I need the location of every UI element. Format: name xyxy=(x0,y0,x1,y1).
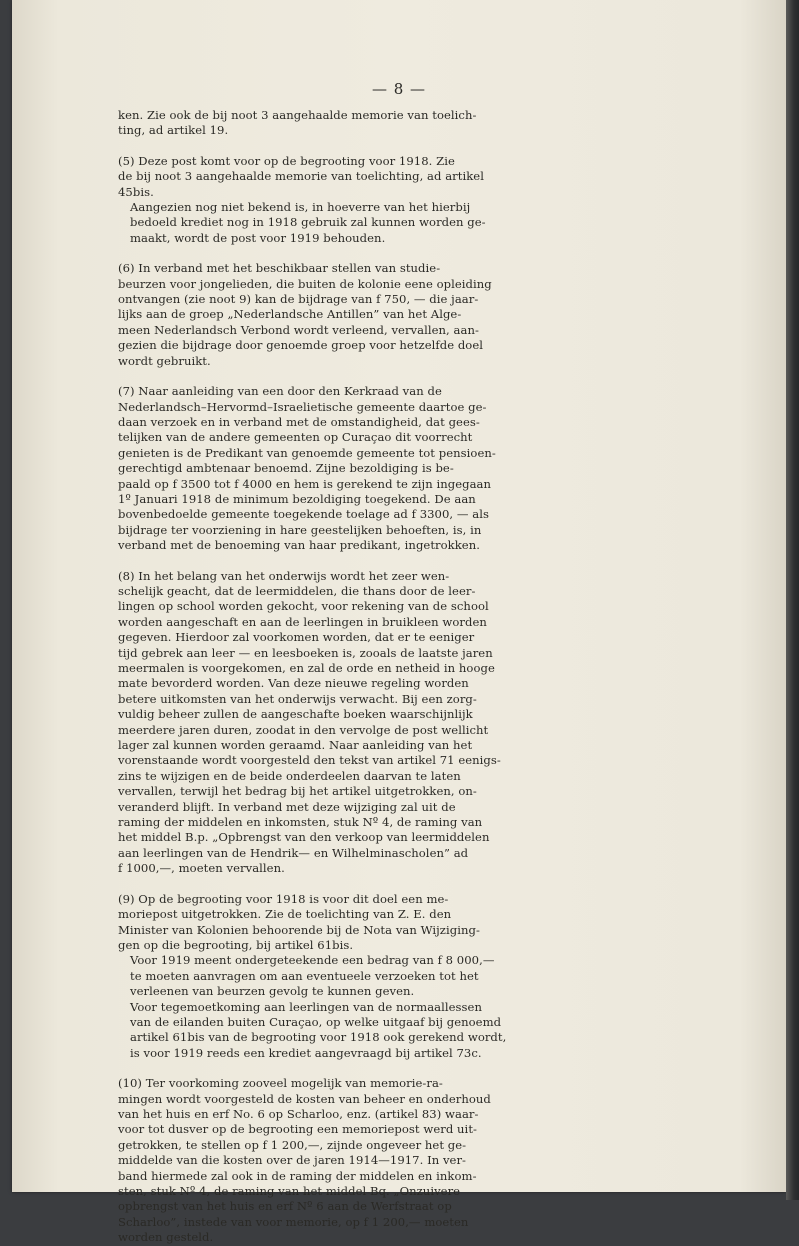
paragraph-p0 xyxy=(118,108,477,139)
text-line: gen op die begrooting, bij artikel 61bis. xyxy=(118,937,354,952)
text-line: raming der middelen en inkomsten, stuk Nº 4, de raming van xyxy=(118,815,483,830)
text-line: ontvangen (zie noot 9) kan de bijdrage van f 750, — die jaar- xyxy=(118,292,479,307)
text-line: paald op f 3500 tot f 4000 en hem is gerekend te zijn ingegaan xyxy=(118,476,492,491)
text-line: betere uitkomsten van het onderwijs verwacht. Bij een zorg- xyxy=(118,691,477,706)
text-line: beurzen voor jongelieden, die buiten de kolonie eene opleiding xyxy=(118,276,492,291)
text-line: moriepost uitgetrokken. Zie de toelichting van Z. E. den xyxy=(118,907,452,922)
document-page xyxy=(12,0,786,1245)
text-line: mingen wordt voorgesteld de kosten van beheer en onderhoud xyxy=(118,1091,491,1106)
text-line: bedoeld krediet nog in 1918 gebruik zal kunnen worden ge- xyxy=(130,215,486,230)
page-edge-shadow xyxy=(786,0,799,1200)
text-line: sten, stuk Nº 4, de raming van het middel Bq. „Onzuivere xyxy=(118,1184,461,1198)
text-line: (9) Op de begrooting voor 1918 is voor dit doel een me- xyxy=(118,891,449,906)
text-line: van het huis en erf No. 6 op Scharloo, enz. (artikel 83) waar- xyxy=(118,1106,479,1121)
text-line: (10) Ter voorkoming zooveel mogelijk van memorie-ra- xyxy=(118,1076,443,1091)
text-line: Minister van Kolonien behoorende bij de Nota van Wijziging- xyxy=(118,922,480,937)
text-line: te moeten aanvragen om aan eventueele verzoeken tot het xyxy=(130,968,479,983)
text-line: veranderd blijft. In verband met deze wijziging zal uit de xyxy=(118,799,456,814)
text-line: 45bis. xyxy=(118,184,154,199)
text-line: middelde van die kosten over de jaren 1914—1917. In ver- xyxy=(118,1153,467,1168)
text-line: worden aangeschaft en aan de leerlingen in bruikleen worden xyxy=(118,614,487,629)
text-line: het middel B.p. „Opbrengst van den verkoop van leermiddelen xyxy=(118,830,490,845)
paragraph-p8 xyxy=(118,568,501,877)
text-line: telijken van de andere gemeenten op Curaçao dit voorrecht xyxy=(118,430,473,445)
paragraph-p10 xyxy=(118,1076,491,1245)
text-line: lijks aan de groep „Nederlandsche Antillen” van het Alge- xyxy=(118,307,462,322)
text-line: vuldig beheer zullen de aangeschafte boeken waarschijnlijk xyxy=(118,707,473,722)
text-line: f 1000,—, moeten vervallen. xyxy=(118,861,285,876)
paragraph-p6 xyxy=(118,261,492,369)
text-line: gezien die bijdrage door genoemde groep voor hetzelfde doel xyxy=(118,338,484,353)
text-line: meermalen is voorgekomen, en zal de orde en netheid in hooge xyxy=(118,661,495,675)
text-line: meerdere jaren duren, zoodat in den vervolge de post wellicht xyxy=(118,722,489,737)
text-line: verband met de benoeming van haar predikant, ingetrokken. xyxy=(118,538,480,553)
text-line: de bij noot 3 aangehaalde memorie van toelichting, ad artikel xyxy=(118,169,484,184)
text-line: zins te wijzigen en de beide onderdeelen daarvan te laten xyxy=(118,768,461,783)
text-line: artikel 61bis van de begrooting voor 1918 ook gerekend wordt, xyxy=(130,1030,507,1045)
text-line: schelijk geacht, dat de leermiddelen, die thans door de leer- xyxy=(118,583,476,598)
text-line: wordt gebruikt. xyxy=(118,353,211,368)
text-line: ting, ad artikel 19. xyxy=(118,123,229,138)
text-line: 1º Januari 1918 de minimum bezoldiging toegekend. De aan xyxy=(118,491,476,506)
text-line: lager zal kunnen worden geraamd. Naar aanleiding van het xyxy=(118,738,473,753)
text-line: opbrengst van het huis en erf Nº 6 aan de Werfstraat op xyxy=(118,1199,452,1214)
text-line: mate bevorderd worden. Van deze nieuwe regeling worden xyxy=(118,676,469,691)
text-line: ken. Zie ook de bij noot 3 aangehaalde memorie van toelich- xyxy=(118,108,477,122)
paragraph-p9c xyxy=(118,999,507,1062)
paragraph-p5 xyxy=(118,153,484,200)
text-line: vorenstaande wordt voorgesteld den tekst van artikel 71 eenigs- xyxy=(118,753,501,768)
text-line: (5) Deze post komt voor op de begrooting voor 1918. Zie xyxy=(118,153,455,168)
page-number: — 8 — xyxy=(371,80,427,98)
text-line: bovenbedoelde gemeente toegekende toelage ad f 3300, — als xyxy=(118,507,489,522)
text-line: van de eilanden buiten Curaçao, op welke uitgaaf bij genoemd xyxy=(130,1014,502,1029)
text-line: voor tot dusver op de begrooting een memoriepost werd uit- xyxy=(118,1122,477,1137)
text-line: Aangezien nog niet bekend is, in hoeverre van het hierbij xyxy=(130,200,471,215)
text-line: lingen op school worden gekocht, voor rekening van de school xyxy=(118,599,489,614)
text-line: (6) In verband met het beschikbaar stellen van studie- xyxy=(118,261,441,276)
text-line: bijdrage ter voorziening in hare geestelijken behoeften, is, in xyxy=(118,522,482,537)
text-line: daan verzoek en in verband met de omstandigheid, dat gees- xyxy=(118,414,480,429)
text-line: verleenen van beurzen gevolg te kunnen geven. xyxy=(130,984,415,999)
text-line: aan leerlingen van de Hendrik— en Wilhelminascholen” ad xyxy=(118,845,469,860)
text-line: gegeven. Hierdoor zal voorkomen worden, dat er te eeniger xyxy=(118,630,475,645)
text-line: tijd gebrek aan leer — en leesboeken is, zooals de laatste jaren xyxy=(118,645,493,660)
text-line: band hiermede zal ook in de raming der middelen en inkom- xyxy=(118,1168,477,1183)
text-line: meen Nederlandsch Verbond wordt verleend, vervallen, aan- xyxy=(118,322,479,337)
text-line: gerechtigd ambtenaar benoemd. Zijne bezoldiging is be- xyxy=(118,461,454,476)
text-line: (7) Naar aanleiding van een door den Kerkraad van de xyxy=(118,384,442,399)
paragraph-p9 xyxy=(118,891,480,954)
text-line: is voor 1919 reeds een krediet aangevraagd bij artikel 73c. xyxy=(130,1045,482,1060)
text-line: worden gesteld. xyxy=(118,1230,214,1245)
text-line: genieten is de Predikant van genoemde gemeente tot pensioen- xyxy=(118,445,496,460)
paragraph-p5b xyxy=(118,200,486,246)
text-line: vervallen, terwijl het bedrag bij het artikel uitgetrokken, on- xyxy=(118,784,477,799)
text-line: (8) In het belang van het onderwijs wordt het zeer wen- xyxy=(118,568,450,583)
text-line: Voor 1919 meent ondergeteekende een bedrag van f 8 000,— xyxy=(130,953,495,968)
paragraph-p9b xyxy=(118,953,495,999)
text-line: Scharloo”, instede van voor memorie, op f 1 200,— moeten xyxy=(118,1214,469,1229)
text-line: Voor tegemoetkoming aan leerlingen van de normaallessen xyxy=(130,999,482,1014)
text-line: getrokken, te stellen op f 1 200,—, zijnde ongeveer het ge- xyxy=(118,1137,467,1152)
paragraph-p7 xyxy=(118,384,496,553)
text-line: maakt, wordt de post voor 1919 behouden. xyxy=(130,230,386,245)
text-line: Nederlandsch–Hervormd–Israelietische gemeente daartoe ge- xyxy=(118,399,487,414)
body-text xyxy=(118,108,507,1246)
